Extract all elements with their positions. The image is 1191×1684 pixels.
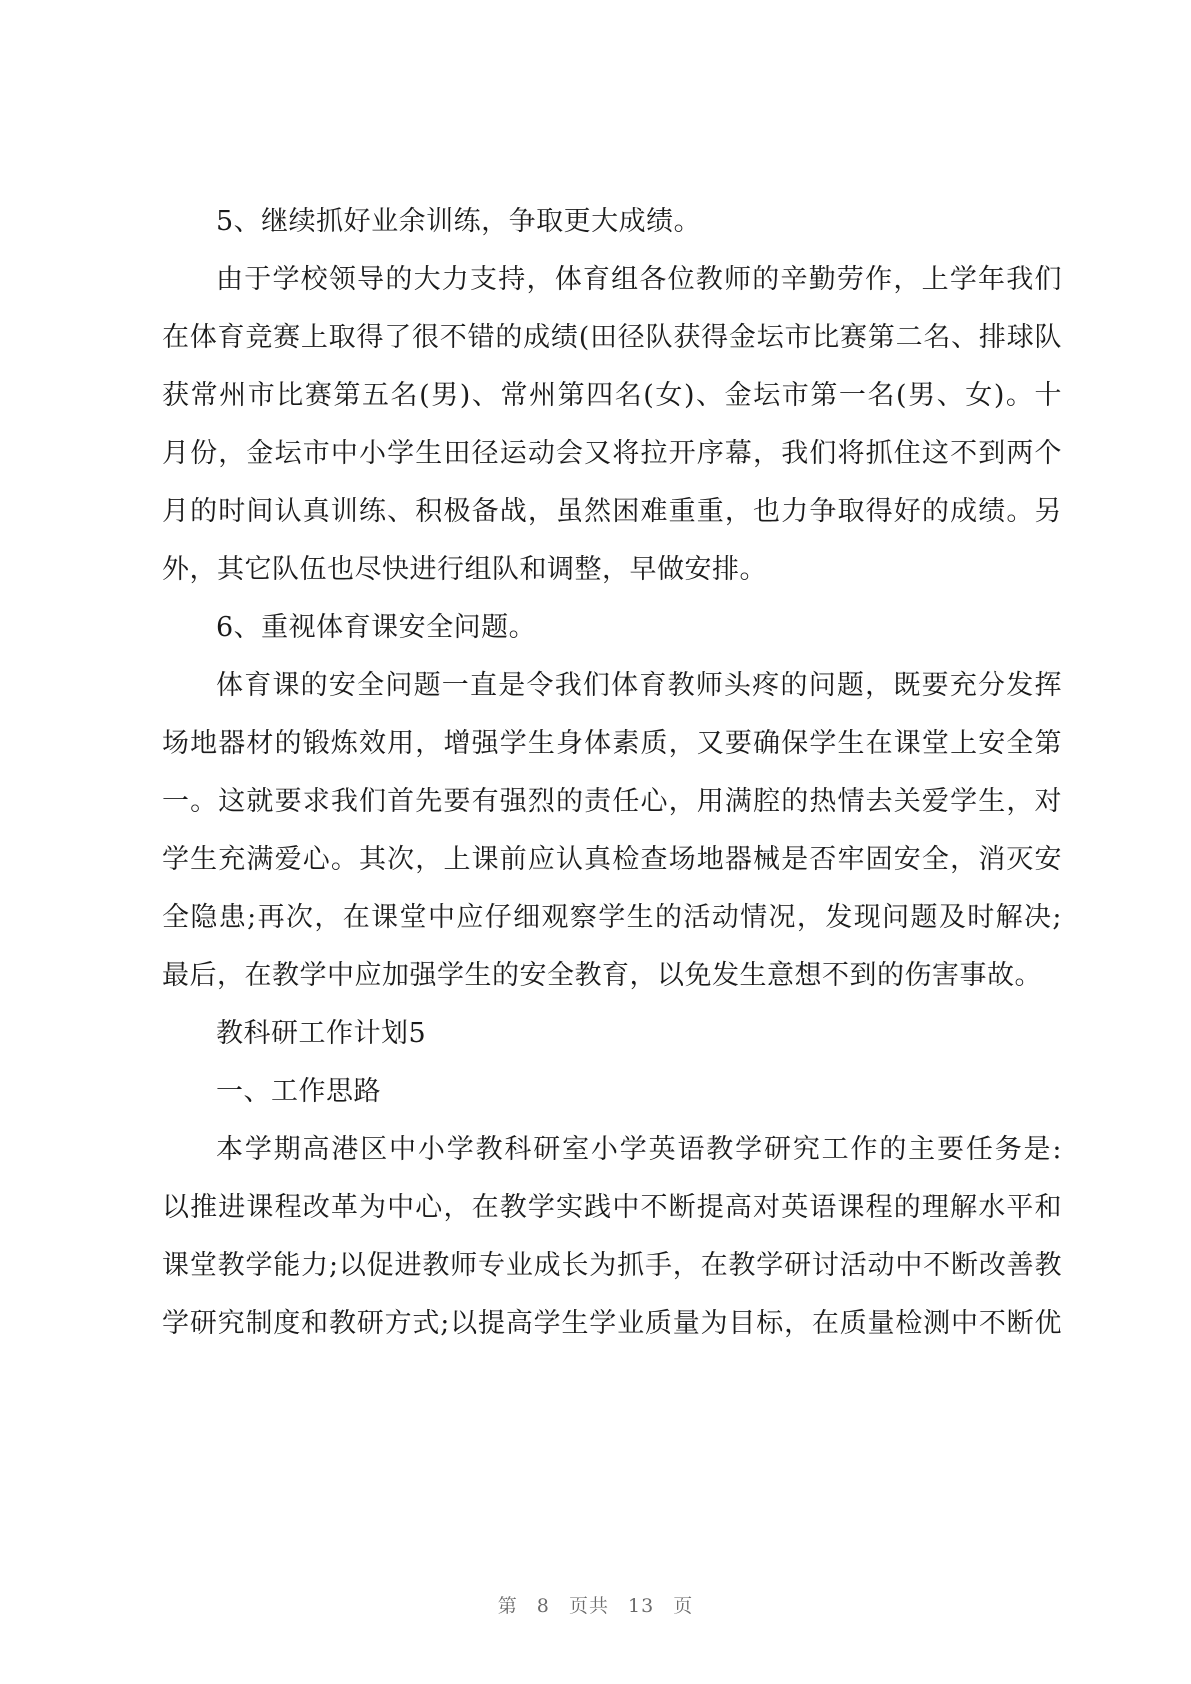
paragraph-line: 体育课的安全问题一直是令我们体育教师头疼的问题，既要充分发挥 [216,670,1062,701]
paragraph-line: 以推进课程改革为中心，在教学实践中不断提高对英语课程的理解水平和 [162,1192,1062,1223]
paragraph-line: 学生充满爱心。其次，上课前应认真检查场地器械是否牢固安全，消灭安 [162,844,1062,875]
paragraph-line: 由于学校领导的大力支持，体育组各位教师的辛勤劳作，上学年我们 [216,264,1062,295]
paragraph-line: 获常州市比赛第五名(男)、常州第四名(女)、金坛市第一名(男、女)。十 [162,380,1062,411]
current-page-number: 8 [536,1595,550,1617]
document-body [162,193,1062,1353]
paragraph-line: 月的时间认真训练、积极备战，虽然困难重重，也力争取得好的成绩。另 [162,496,1062,527]
paragraph-line: 外，其它队伍也尽快进行组队和调整，早做安排。 [162,554,767,585]
paragraph-line: 本学期高港区中小学教科研室小学英语教学研究工作的主要任务是: [216,1134,1062,1165]
paragraph-line: 最后，在教学中应加强学生的安全教育，以免发生意想不到的伤害事故。 [162,960,1042,991]
page-label-suffix: 页 [673,1595,694,1617]
paragraph-line: 在体育竞赛上取得了很不错的成绩(田径队获得金坛市比赛第二名、排球队 [162,322,1062,353]
total-pages-number: 13 [628,1595,655,1617]
section-title: 教科研工作计划5 [216,1018,427,1049]
section-heading: 一、工作思路 [216,1076,381,1107]
paragraph-line: 课堂教学能力;以促进教师专业成长为抓手，在教学研讨活动中不断改善教 [162,1250,1062,1281]
paragraph-line: 一。这就要求我们首先要有强烈的责任心，用满腔的热情去关爱学生，对 [162,786,1062,817]
page-footer [0,1591,1191,1618]
paragraph-line: 全隐患;再次，在课堂中应仔细观察学生的活动情况，发现问题及时解决; [162,902,1062,933]
paragraph-line: 场地器材的锻炼效用，增强学生身体素质，又要确保学生在课堂上安全第 [162,728,1062,759]
paragraph-line: 学研究制度和教研方式;以提高学生学业质量为目标，在质量检测中不断优 [162,1308,1062,1339]
paragraph-line: 月份，金坛市中小学生田径运动会又将拉开序幕，我们将抓住这不到两个 [162,438,1062,469]
page-label-mid: 页共 [568,1595,609,1617]
section-heading: 6、重视体育课安全问题。 [216,612,537,643]
page-label-prefix: 第 [497,1595,518,1617]
section-heading: 5、继续抓好业余训练，争取更大成绩。 [216,206,702,237]
